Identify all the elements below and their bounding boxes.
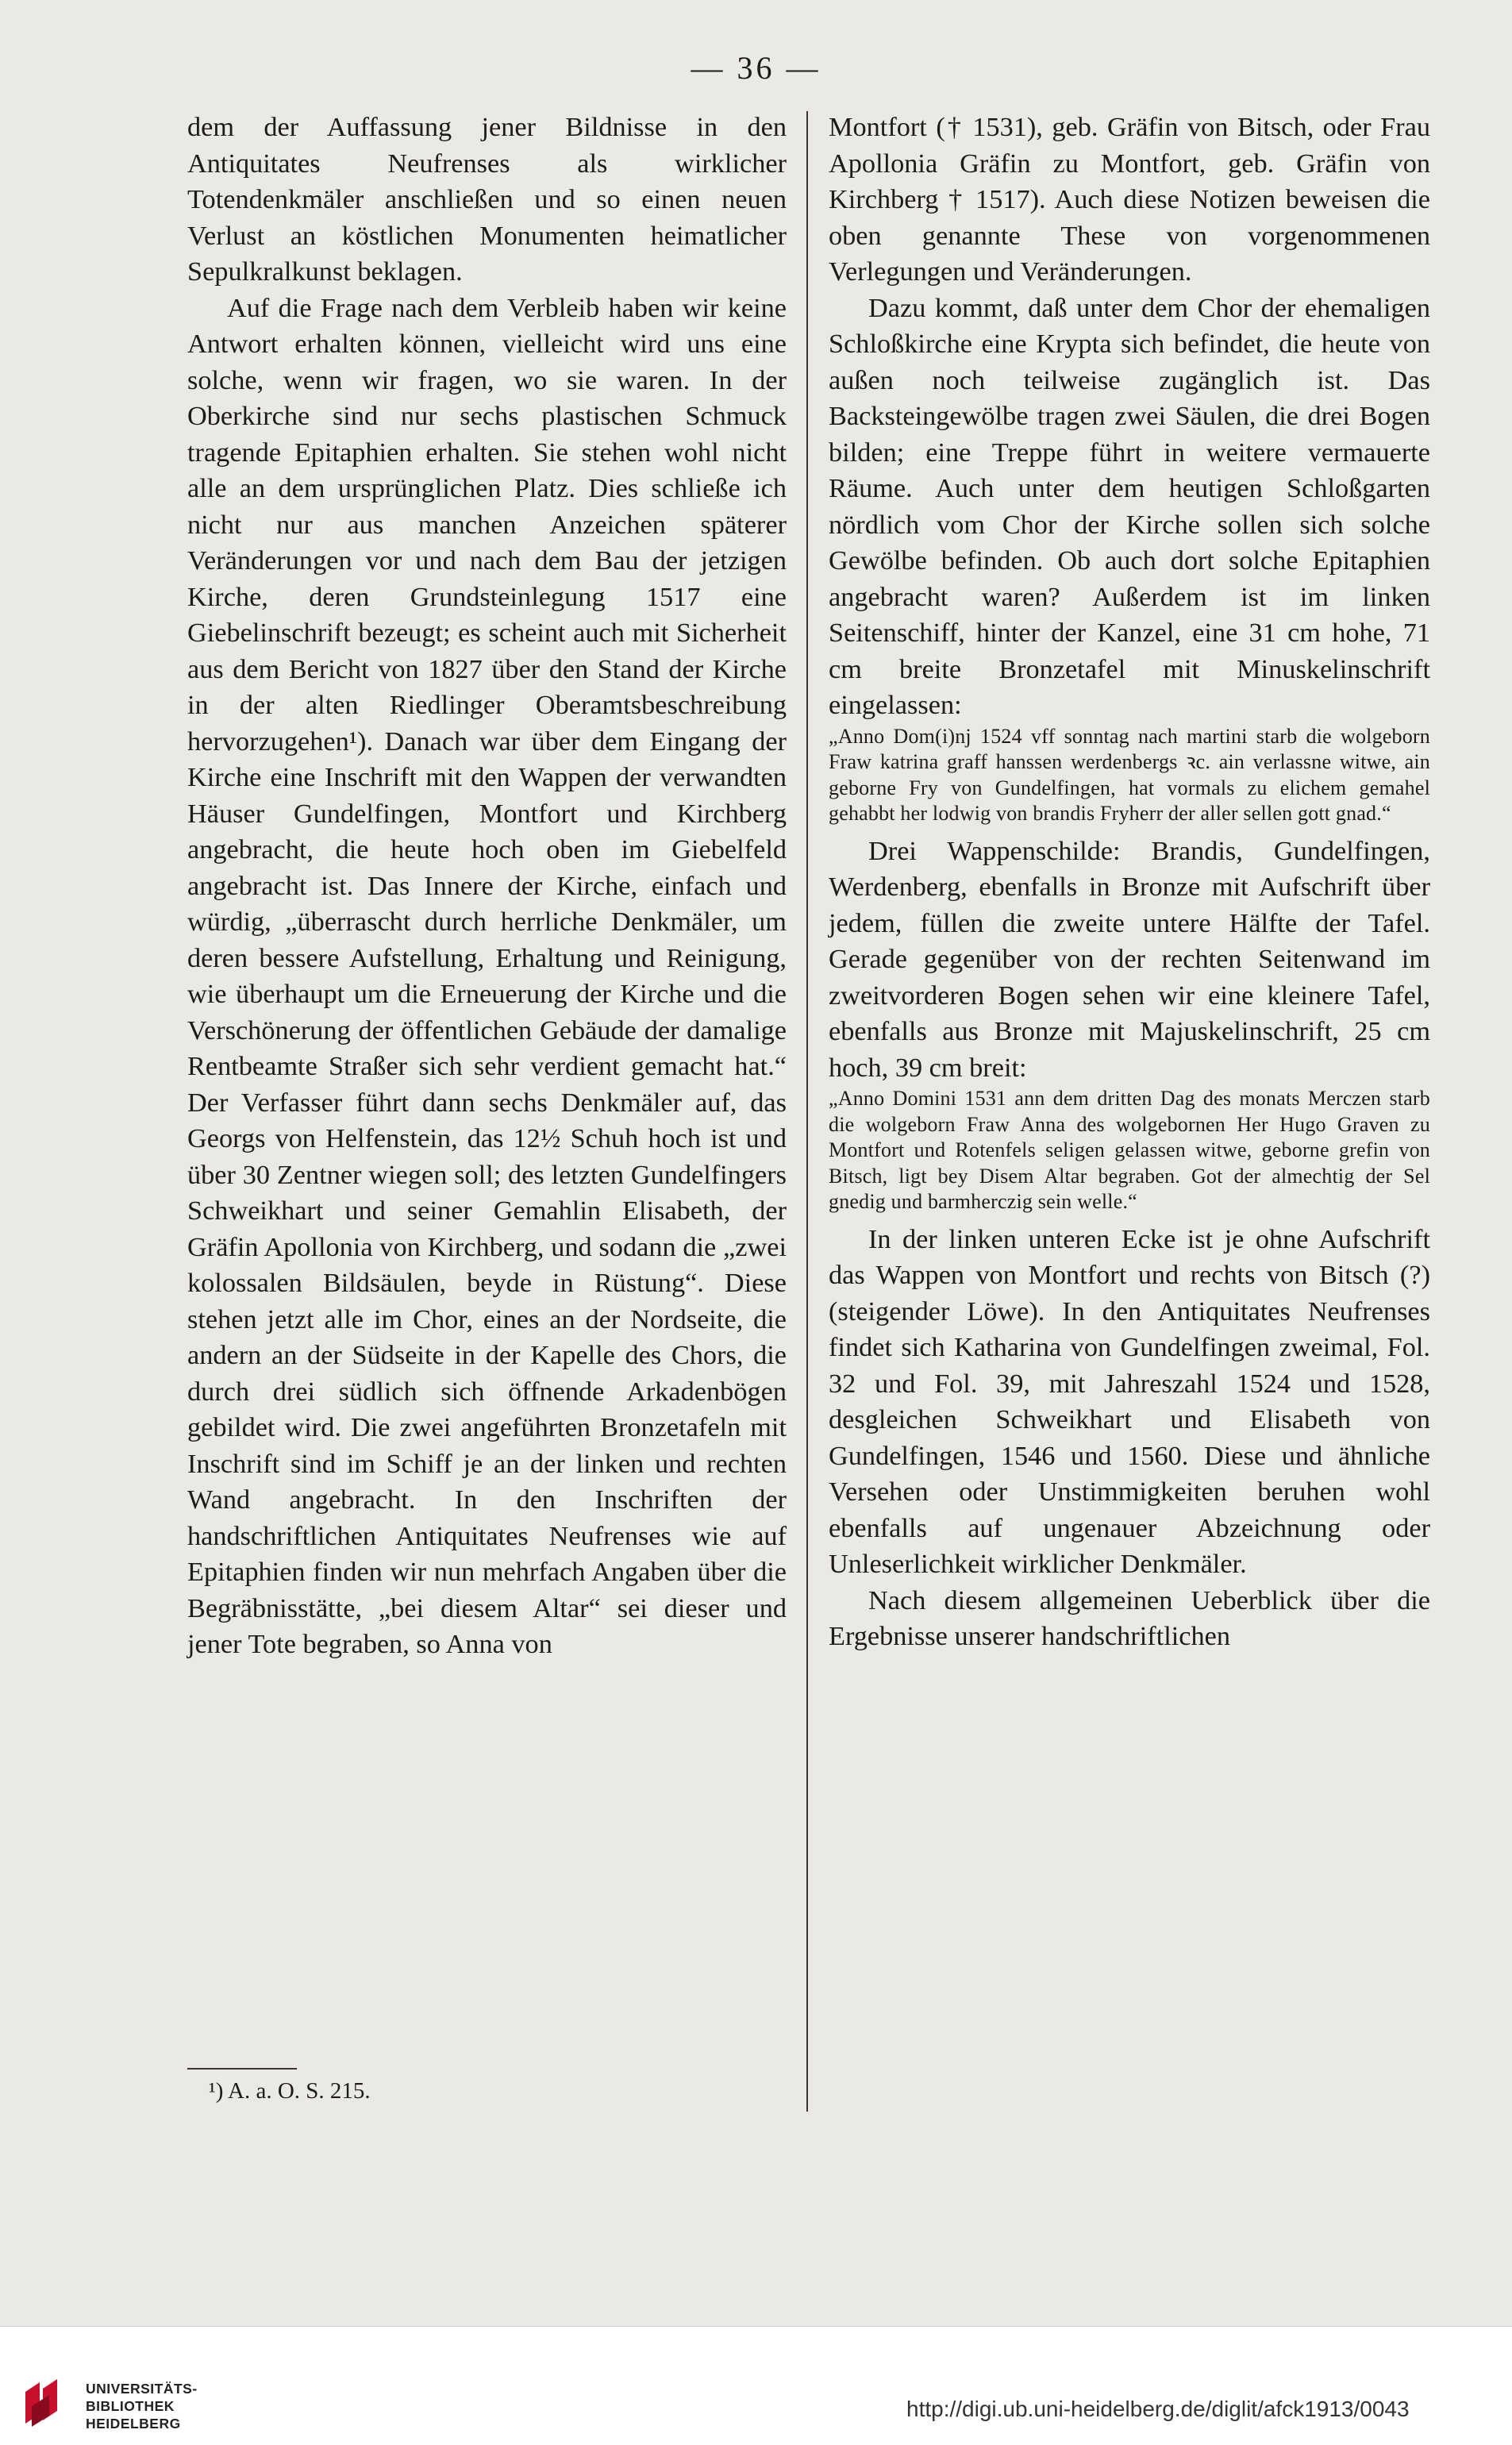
logo-line-2: BIBLIOTHEK [86, 2398, 175, 2414]
right-paragraph-2: Dazu kommt, daß unter dem Chor der ehemaligen Schloßkirche eine Krypta sich befindet, die heute von außen noch teilweise zugänglich ist. Das Backsteingewölbe tragen zwei Säulen, die drei Bogen bilden; eine Treppe führt in weitere vermauerte Räume. Auch unter dem heutigen Schloßgarten nördlich vom Chor der Kirche sollen sich solche Gewölbe befinden. Ob auch dort solche Epitaphien angebracht waren? Außerdem ist im linken Seitenschiff, hinter der Kanzel, eine 31 cm hohe, 71 cm breite Bronzetafel mit Minuskelinschrift eingelassen: [829, 292, 1430, 720]
left-paragraph-1: dem der Auffassung jener Bildnisse in den Antiquitates Neufrenses als wirklicher Totendenkmäler anschließen und so einen neuen Verlust an köstlichen Monumenten heimatlicher Sepulkralkunst beklagen. [187, 112, 787, 287]
right-paragraph-1: Montfort († 1531), geb. Gräfin von Bitsch, oder Frau Apollonia Gräfin zu Montfort, geb. Gräfin von Kirchberg † 1517). Auch diese Notizen beweisen die oben genannte These von vorgenommenen Verlegungen und Veränderungen. [829, 112, 1430, 287]
footer-bar [0, 2326, 1512, 2445]
right-column [829, 110, 1430, 1655]
footnote-rule [187, 2068, 297, 2070]
university-library-logo-icon [16, 2374, 71, 2430]
logo-line-1: UNIVERSITÄTS- [86, 2381, 198, 2397]
source-url-link[interactable]: http://digi.ub.uni-heidelberg.de/diglit/afck1913/0043 [906, 2397, 1410, 2421]
right-paragraph-5: Nach diesem allgemeinen Ueberblick über die Ergebnisse unserer handschriftlichen [829, 1584, 1430, 1651]
right-paragraph-4: In der linken unteren Ecke ist je ohne Aufschrift das Wappen von Montfort und rechts von Bitsch (?) (steigender Löwe). In den Antiquitates Neufrenses findet sich Katharina von Gundelfingen zweimal, Fol. 32 und Fol. 39, mit Jahreszahl 1524 und 1528, desgleichen Schweikhart und Elisabeth von Gundelfingen, 1546 und 1560. Diese und ähnliche Versehen oder Unstimmigkeiten beruhen wohl ebenfalls auf ungenauer Abzeichnung oder Unleserlichkeit wirklicher Denkmäler. [829, 1223, 1430, 1579]
library-name [86, 2380, 198, 2432]
inscription-quote-1: „Anno Dom(i)nj 1524 vff sonntag nach martini starb die wolgeborn Fraw katrina graff hanssen werdenbergs ꝛc. ain verlassne witwe, ain geborne Fry von Gundelfingen, hat vormals zu elichem gemahel gehabbt her lodwig von brandis Fryherr der aller sellen gott gnad.“ [829, 724, 1430, 825]
right-paragraph-3: Drei Wappenschilde: Brandis, Gundelfingen, Werdenberg, ebenfalls in Bronze mit Aufschrift über jedem, füllen die zweite untere Hälfte der Tafel. Gerade gegenüber von der rechten Seitenwand im zweitvorderen Bogen sehen wir eine kleinere Tafel, ebenfalls aus Bronze mit Majuskelinschrift, 25 cm hoch, 39 cm breit: [829, 835, 1430, 1083]
left-paragraph-2: Auf die Frage nach dem Verbleib haben wir keine Antwort erhalten können, vielleicht wird uns eine solche, wenn wir fragen, wo sie waren. In der Oberkirche sind nur sechs plastischen Schmuck tragende Epitaphien erhalten. Sie stehen wohl nicht alle an dem ursprünglichen Platz. Dies schließe ich nicht nur aus manchen Anzeichen späterer Veränderungen vor und nach dem Bau der jetzigen Kirche, deren Grundsteinlegung 1517 eine Giebelinschrift bezeugt; es scheint auch mit Sicherheit aus dem Bericht von 1827 über den Stand der Kirche in der alten Riedlinger Oberamtsbeschreibung hervorzugehen¹). Danach war über dem Eingang der Kirche eine Inschrift mit den Wappen der verwandten Häuser Gundelfingen, Montfort und Kirchberg angebracht, die heute hoch oben im Giebelfeld angebracht ist. Das Innere der Kirche, einfach und würdig, „überrascht durch herrliche Denkmäler, um deren bessere Aufstellung, Erhaltung und Reinigung, wie überhaupt um die Erneuerung der Kirche und die Verschönerung der öffentlichen Gebäude der damalige Rentbeamte Straßer sich sehr verdient gemacht hat.“ Der Verfasser führt dann sechs Denkmäler auf, das Georgs von Helfenstein, das 12½ Schuh hoch ist und über 30 Zentner wiegen soll; des letzten Gundelfingers Schweikhart und seiner Gemahlin Elisabeth, der Gräfin Apollonia von Kirchberg, und sodann die „zwei kolossalen Bildsäulen, beyde in Rüstung“. Diese stehen jetzt alle im Chor, eines an der Nordseite, die andern an der Südseite in der Kapelle des Chors, die durch drei südlich sich öffnende Arkadenbögen gebildet wird. Die zwei angeführten Bronzetafeln mit Inschrift sind im Schiff je an der linken und rechten Wand angebracht. In den Inschriften der handschriftlichen Antiquitates Neufrenses wie auf Epitaphien finden wir nun mehrfach Angaben über die Begräbnisstätte, „bei diesem Altar“ sei dieser und jener Tote begraben, so Anna von [187, 292, 787, 1659]
logo-line-3: HEIDELBERG [86, 2416, 181, 2432]
page-number: — 36 — [691, 50, 821, 86]
inscription-quote-2: „Anno Domini 1531 ann dem dritten Dag des monats Merczen starb die wolgeborn Fraw Anna des wolgebornen Her Hugo Graven zu Montfort und Rotenfels seligen gelassen witwe, geborne grefin von Bitsch, ligt bey Disem Altar begraben. Got der almechtig der Sel gnedig und barmherczig sein welle.“ [829, 1087, 1430, 1213]
column-divider [806, 111, 808, 2112]
left-column [187, 110, 787, 1663]
footnote: ¹) A. a. O. S. 215. [209, 2078, 371, 2104]
